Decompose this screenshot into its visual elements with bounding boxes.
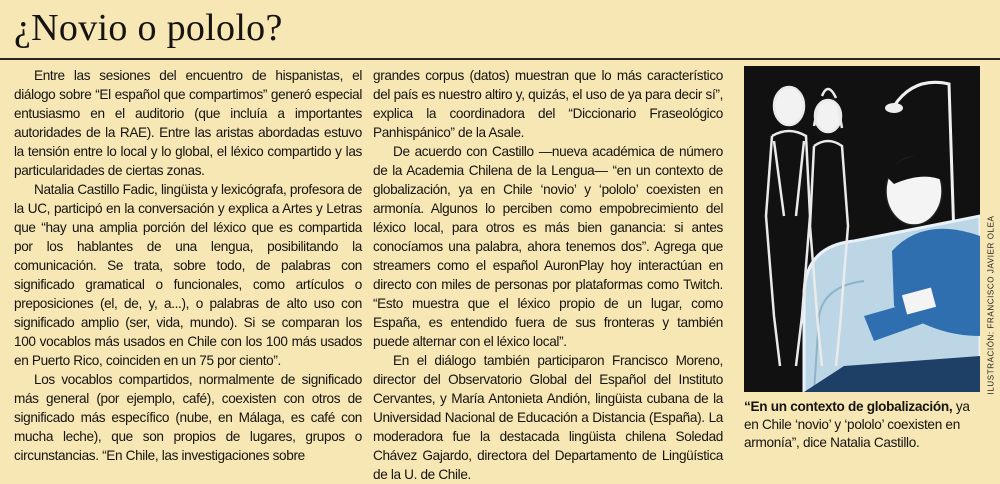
illustration-drawing [744, 66, 980, 392]
column-2 [373, 66, 723, 484]
paragraph: En el diálogo también participaron Francisco Moreno, director del Observatorio Global del Español del Instituto Cervantes, y María Antonieta Andión, lingüista cubana de la Universidad Nacional de Educación a Distancia (España). La moderadora fue la destacada lingüista chilena Soledad Chávez Gajardo, directora del Departamento de Lingüística de la U. de Chile. [373, 353, 723, 482]
headline-rule [0, 58, 1000, 60]
paragraph: grandes corpus (datos) muestran que lo más característico del país es nuestro altiro y, quizás, el uso de ya para decir sí”, explica la coordinadora del “Diccionario Fraseológico Panhispánico” de la Asale. [373, 68, 723, 140]
paragraph: De acuerdo con Castillo —nueva académica de número de la Academia Chilena de la Lengua— “en un contexto de globalización, ya en Chile ‘novio’ y ‘pololo’ coexisten en armonía. Algunos lo perciben como empobrecimiento del léxico local, para otros es más bien ganancia: si antes conocíamos una palabra, ahora tenemos dos”. Agrega que streamers como el español AuronPlay hoy interactúan en directo con miles de personas por plataformas como Twitch. “Esto muestra que el léxico propio de un lugar, como España, es entendido fuera de sus fronteras y también puede alternar con el léxico local”. [373, 144, 723, 349]
caption [744, 398, 984, 452]
paragraph: Entre las sesiones del encuentro de hispanistas, el diálogo sobre “El español que compartimos” generó especial entusiasmo en el auditorio (que incluía a importantes autoridades de la RAE). Entre las aristas abordadas estuvo la tensión entre lo local y lo global, el léxico compartido y las particularidades de ciertas zonas. [14, 68, 362, 178]
caption-bold: “En un contexto de globalización, [744, 399, 953, 414]
credit-text: ILUSTRACIÓN: FRANCISCO JAVIER OLEA [986, 215, 996, 395]
illustration-credit [984, 215, 998, 395]
paragraph: Los vocablos compartidos, normalmente de significado más general (por ejemplo, café), coexisten con otros de significado más específico (nube, en Málaga, es café con mucha leche), que son propios de lugares, grupos o circunstancias. “En Chile, las investigaciones sobre [14, 372, 362, 463]
paragraph: Natalia Castillo Fadic, lingüista y lexicógrafa, profesora de la UC, participó en la conversación y explica a Artes y Letras que “hay una amplia porción del léxico que es compartida por los hablantes de una lengua, posibilitando la comunicación. Se trata, sobre todo, de palabras con significado gramatical o funcionales, como artículos o preposiciones (el, de, y, a...), o palabras de alto uso con significado amplio (ser, vida, mundo). Si se comparan los 100 vocablos más usados en Chile con los 100 más usados en Puerto Rico, coinciden en un 75 por ciento”. [14, 182, 362, 368]
illustration [744, 66, 980, 392]
headline: ¿Novio o pololo? [14, 7, 283, 49]
column-1 [14, 66, 362, 465]
caption-text: ya en Chile ‘novio’ y ‘pololo’ coexisten en armonía”, dice Natalia Castillo. [744, 399, 970, 450]
